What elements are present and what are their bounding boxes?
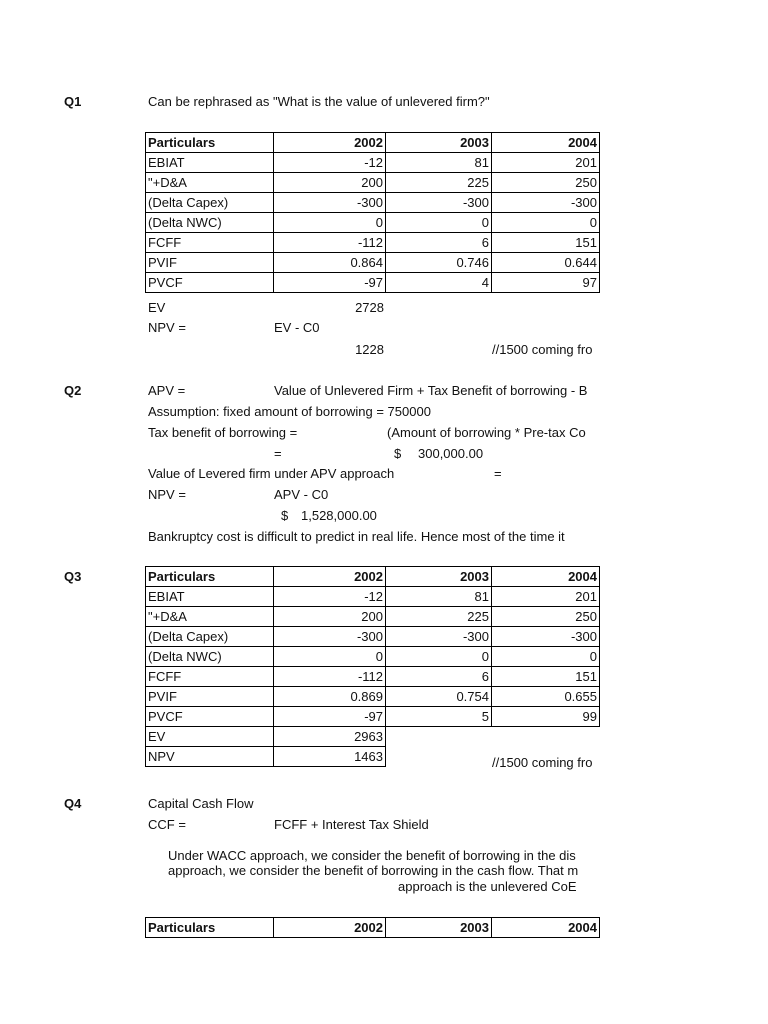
header-cell: Particulars bbox=[146, 133, 274, 153]
q2-npv-value: 1,528,000.00 bbox=[301, 508, 377, 523]
table-cell: -300 bbox=[492, 193, 600, 213]
table-cell: -12 bbox=[274, 587, 386, 607]
table-cell: -300 bbox=[386, 193, 492, 213]
table-row bbox=[146, 153, 600, 173]
table-row bbox=[146, 233, 600, 253]
q3-table-header bbox=[146, 567, 600, 587]
table-cell: 5 bbox=[386, 707, 492, 727]
table-cell: 6 bbox=[386, 233, 492, 253]
table-cell: 225 bbox=[386, 607, 492, 627]
table-cell: FCFF bbox=[146, 667, 274, 687]
table-cell: 0 bbox=[386, 213, 492, 233]
table-cell: 250 bbox=[492, 173, 600, 193]
header-cell: 2002 bbox=[274, 918, 386, 938]
q4-label: Q4 bbox=[64, 796, 82, 811]
table-cell: 81 bbox=[386, 153, 492, 173]
table-cell: 0.869 bbox=[274, 687, 386, 707]
table-cell: 201 bbox=[492, 587, 600, 607]
q4-table bbox=[145, 917, 600, 938]
table-row bbox=[146, 173, 600, 193]
table-cell: 0.644 bbox=[492, 253, 600, 273]
q3-table bbox=[145, 566, 600, 767]
q4-ccf-label: CCF = bbox=[148, 817, 186, 832]
table-cell: NPV bbox=[146, 747, 274, 767]
table-cell: -300 bbox=[274, 193, 386, 213]
header-cell: Particulars bbox=[146, 918, 274, 938]
q1-table-header bbox=[146, 133, 600, 153]
q2-equals-2: = bbox=[494, 466, 502, 481]
q2-apv-formula: Value of Unlevered Firm + Tax Benefit of borrowing - B bbox=[274, 383, 588, 398]
table-cell: FCFF bbox=[146, 233, 274, 253]
q4-ccf-formula: FCFF + Interest Tax Shield bbox=[274, 817, 429, 832]
q2-label: Q2 bbox=[64, 383, 82, 398]
table-cell: -12 bbox=[274, 153, 386, 173]
q1-intro: Can be rephrased as "What is the value of unlevered firm?" bbox=[148, 94, 490, 109]
q4-paragraph-line-2: approach, we consider the benefit of borrowing in the cash flow. That m bbox=[168, 863, 579, 878]
table-cell: -300 bbox=[492, 627, 600, 647]
q2-bankruptcy-note: Bankruptcy cost is difficult to predict in real life. Hence most of the time it bbox=[148, 529, 565, 544]
table-row bbox=[146, 687, 600, 707]
table-cell: -300 bbox=[386, 627, 492, 647]
q2-equals-1: = bbox=[274, 446, 282, 461]
table-cell: (Delta NWC) bbox=[146, 213, 274, 233]
header-cell: 2004 bbox=[492, 133, 600, 153]
q4-table-header bbox=[146, 918, 600, 938]
table-cell: 0.754 bbox=[386, 687, 492, 707]
q2-npv-label: NPV = bbox=[148, 487, 186, 502]
header-cell: 2002 bbox=[274, 133, 386, 153]
table-cell: EBIAT bbox=[146, 587, 274, 607]
q2-tax-currency: $ bbox=[394, 446, 402, 461]
table-cell: PVCF bbox=[146, 707, 274, 727]
q1-table bbox=[145, 132, 600, 293]
table-row bbox=[146, 213, 600, 233]
table-cell: PVIF bbox=[146, 253, 274, 273]
table-cell: PVIF bbox=[146, 687, 274, 707]
table-cell: 250 bbox=[492, 607, 600, 627]
table-cell: -97 bbox=[274, 273, 386, 293]
q4-title: Capital Cash Flow bbox=[148, 796, 254, 811]
empty-cell bbox=[492, 727, 600, 747]
table-cell: 0 bbox=[492, 213, 600, 233]
q2-tax-value: 300,000.00 bbox=[418, 446, 484, 461]
table-row bbox=[146, 647, 600, 667]
q1-label: Q1 bbox=[64, 94, 82, 109]
table-cell: (Delta Capex) bbox=[146, 627, 274, 647]
q1-npv-value: 1228 bbox=[355, 342, 384, 357]
table-cell: 0.746 bbox=[386, 253, 492, 273]
table-cell: 6 bbox=[386, 667, 492, 687]
header-cell: 2004 bbox=[492, 567, 600, 587]
q2-tax-label: Tax benefit of borrowing = bbox=[148, 425, 298, 440]
header-cell: 2004 bbox=[492, 918, 600, 938]
table-cell: 97 bbox=[492, 273, 600, 293]
q2-npv-formula: APV - C0 bbox=[274, 487, 329, 502]
q4-paragraph-line-3: approach is the unlevered CoE bbox=[398, 879, 577, 894]
table-cell: 0.864 bbox=[274, 253, 386, 273]
table-cell: EV bbox=[146, 727, 274, 747]
table-row bbox=[146, 193, 600, 213]
table-cell: EBIAT bbox=[146, 153, 274, 173]
header-cell: 2003 bbox=[386, 567, 492, 587]
table-cell: 99 bbox=[492, 707, 600, 727]
q1-npv-label: NPV = bbox=[148, 320, 186, 335]
table-cell: -112 bbox=[274, 667, 386, 687]
table-cell: -112 bbox=[274, 233, 386, 253]
table-cell: 0 bbox=[492, 647, 600, 667]
table-cell: 0 bbox=[386, 647, 492, 667]
q1-ev-value: 2728 bbox=[355, 300, 384, 315]
empty-cell bbox=[386, 747, 492, 767]
q1-npv-formula: EV - C0 bbox=[274, 320, 320, 335]
table-cell: 81 bbox=[386, 587, 492, 607]
q4-paragraph-line-1: Under WACC approach, we consider the benefit of borrowing in the dis bbox=[168, 848, 576, 863]
table-cell: 151 bbox=[492, 233, 600, 253]
table-cell: 2963 bbox=[274, 727, 386, 747]
table-row bbox=[146, 707, 600, 727]
header-cell: 2003 bbox=[386, 918, 492, 938]
table-cell: 4 bbox=[386, 273, 492, 293]
header-cell: 2003 bbox=[386, 133, 492, 153]
table-cell: 225 bbox=[386, 173, 492, 193]
table-cell: 151 bbox=[492, 667, 600, 687]
table-cell: -97 bbox=[274, 707, 386, 727]
table-cell: 1463 bbox=[274, 747, 386, 767]
table-cell: "+D&A bbox=[146, 173, 274, 193]
table-cell: 0.655 bbox=[492, 687, 600, 707]
table-row bbox=[146, 253, 600, 273]
q2-apv-label: APV = bbox=[148, 383, 186, 398]
q2-npv-currency: $ bbox=[281, 508, 289, 523]
table-cell: 200 bbox=[274, 607, 386, 627]
q1-npv-note: //1500 coming fro bbox=[492, 342, 593, 357]
q3-npv-note: //1500 coming fro bbox=[492, 755, 593, 770]
table-cell: 0 bbox=[274, 647, 386, 667]
table-cell: 200 bbox=[274, 173, 386, 193]
empty-cell bbox=[386, 727, 492, 747]
table-row bbox=[146, 587, 600, 607]
table-cell: PVCF bbox=[146, 273, 274, 293]
header-cell: 2002 bbox=[274, 567, 386, 587]
q3-label: Q3 bbox=[64, 569, 82, 584]
table-row bbox=[146, 667, 600, 687]
table-cell: "+D&A bbox=[146, 607, 274, 627]
table-cell: (Delta Capex) bbox=[146, 193, 274, 213]
table-row bbox=[146, 607, 600, 627]
table-cell: 0 bbox=[274, 213, 386, 233]
table-cell: -300 bbox=[274, 627, 386, 647]
header-cell: Particulars bbox=[146, 567, 274, 587]
table-row bbox=[146, 627, 600, 647]
table-cell: 201 bbox=[492, 153, 600, 173]
q1-ev-label: EV bbox=[148, 300, 166, 315]
table-cell: (Delta NWC) bbox=[146, 647, 274, 667]
table-row bbox=[146, 273, 600, 293]
q2-assumption: Assumption: fixed amount of borrowing = 750000 bbox=[148, 404, 431, 419]
q2-tax-formula: (Amount of borrowing * Pre-tax Co bbox=[387, 425, 586, 440]
table-row-ev bbox=[146, 727, 600, 747]
q2-levered-label: Value of Levered firm under APV approach bbox=[148, 466, 395, 481]
